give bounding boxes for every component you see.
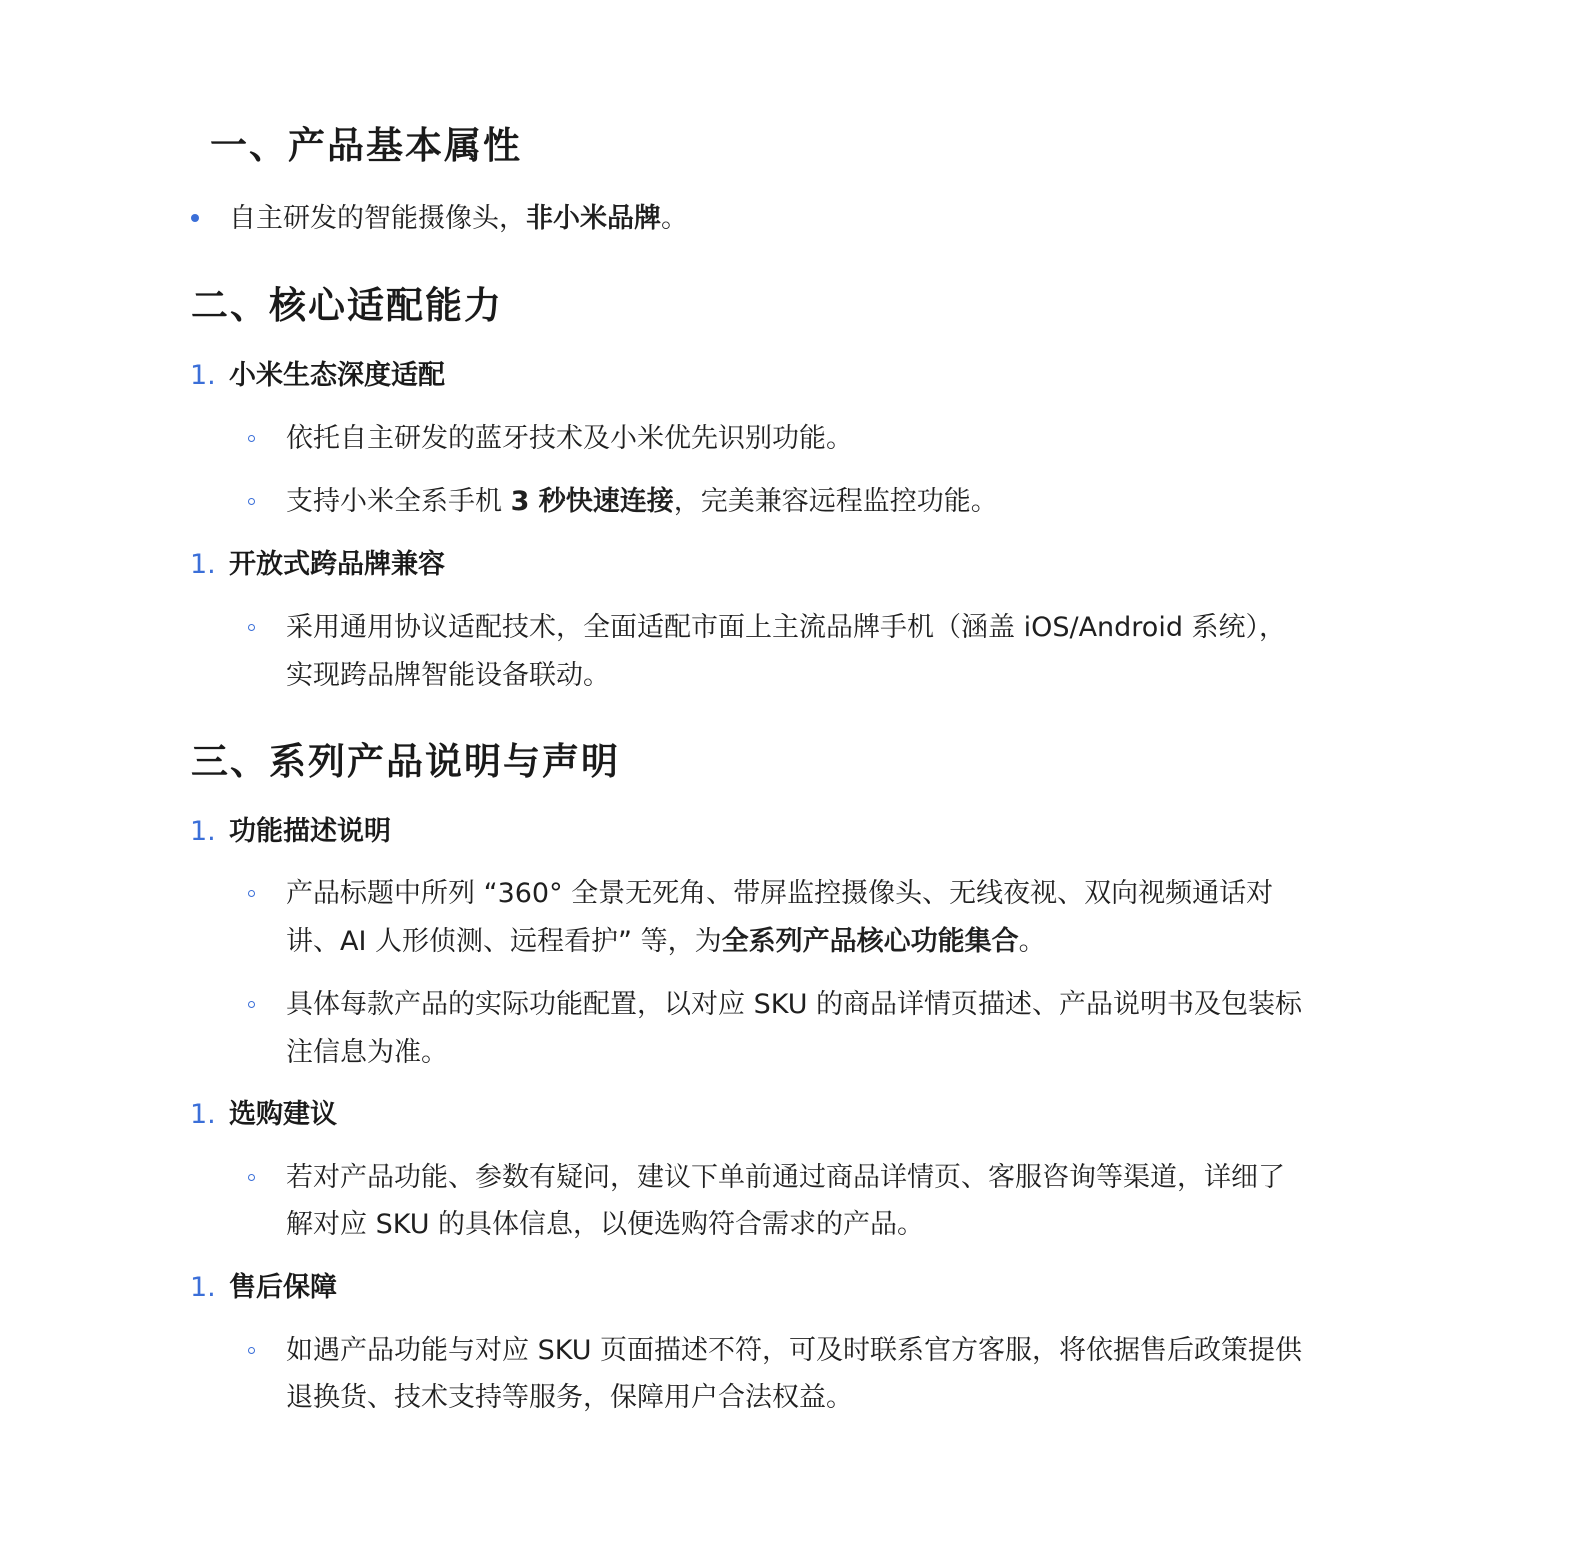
sub-item-protocol-line1: 采用通用协议适配技术，全面适配市面上主流品牌手机（涵盖 iOS/Android 系统）， [286,612,1287,643]
sub-bullet-circle-icon [248,1347,255,1354]
sub-item-purchase-line2: 解对应 SKU 的具体信息，以便选购符合需求的产品。 [286,1209,925,1240]
list-number: 1. [190,360,216,391]
sub-item-after-sales-line2: 退换货、技术支持等服务，保障用户合法权益。 [286,1382,853,1413]
sub-bullet-circle-icon [248,435,255,442]
list-number: 1. [190,1099,216,1130]
sub-bullet-circle-icon [248,890,255,897]
bullet-item-brand [229,195,688,243]
list-number: 1. [190,1272,216,1303]
subheading-after-sales: 售后保障 [229,1272,337,1303]
sub-item-sku-config-line2: 注信息为准。 [286,1037,448,1068]
bullet-end: 。 [661,203,688,234]
sub-item-after-sales-line1: 如遇产品功能与对应 SKU 页面描述不符，可及时联系官方客服，将依据售后政策提供 [286,1335,1303,1366]
sub-item-protocol-line2: 实现跨品牌智能设备联动。 [286,660,610,691]
bullet-bold-text: 非小米品牌 [526,203,661,234]
sub-bullet-circle-icon [248,624,255,631]
section-title-basic-attributes: 一、产品基本属性 [210,124,522,167]
bullet-text: 自主研发的智能摄像头， [229,203,526,234]
sub-item-title-features-line2 [286,918,1046,966]
sub-item-text-end: ，完美兼容远程监控功能。 [673,486,998,517]
sub-item-purchase-line1: 若对产品功能、参数有疑问，建议下单前通过商品详情页、客服咨询等渠道，详细了 [286,1162,1285,1193]
sub-bullet-circle-icon [248,1174,255,1181]
subheading-purchase-advice: 选购建议 [229,1099,337,1130]
sub-item-text: 讲、AI 人形侦测、远程看护” 等，为 [286,926,722,957]
sub-item-fast-connect [286,478,998,526]
section-title-series-statement: 三、系列产品说明与声明 [191,740,620,783]
list-number: 1. [190,816,216,847]
sub-item-text: 支持小米全系手机 [286,486,511,517]
sub-item-bluetooth: 依托自主研发的蓝牙技术及小米优先识别功能。 [286,423,853,454]
subheading-cross-brand: 开放式跨品牌兼容 [229,549,445,580]
sub-bullet-circle-icon [248,498,255,505]
sub-bullet-circle-icon [248,1001,255,1008]
sub-item-text-end: 。 [1018,926,1046,957]
section-title-core-adaptation: 二、核心适配能力 [191,284,503,327]
sub-item-bold-text: 3 秒快速连接 [510,486,674,517]
sub-item-sku-config-line1: 具体每款产品的实际功能配置，以对应 SKU 的商品详情页描述、产品说明书及包装标 [286,989,1303,1020]
bullet-dot-icon [191,214,199,222]
subheading-xiaomi-ecosystem: 小米生态深度适配 [229,360,445,391]
list-number: 1. [190,549,216,580]
sub-item-bold-text: 全系列产品核心功能集合 [721,926,1019,957]
sub-item-title-features-line1: 产品标题中所列 “360° 全景无死角、带屏监控摄像头、无线夜视、双向视频通话对 [286,878,1274,909]
subheading-function-description: 功能描述说明 [229,816,391,847]
